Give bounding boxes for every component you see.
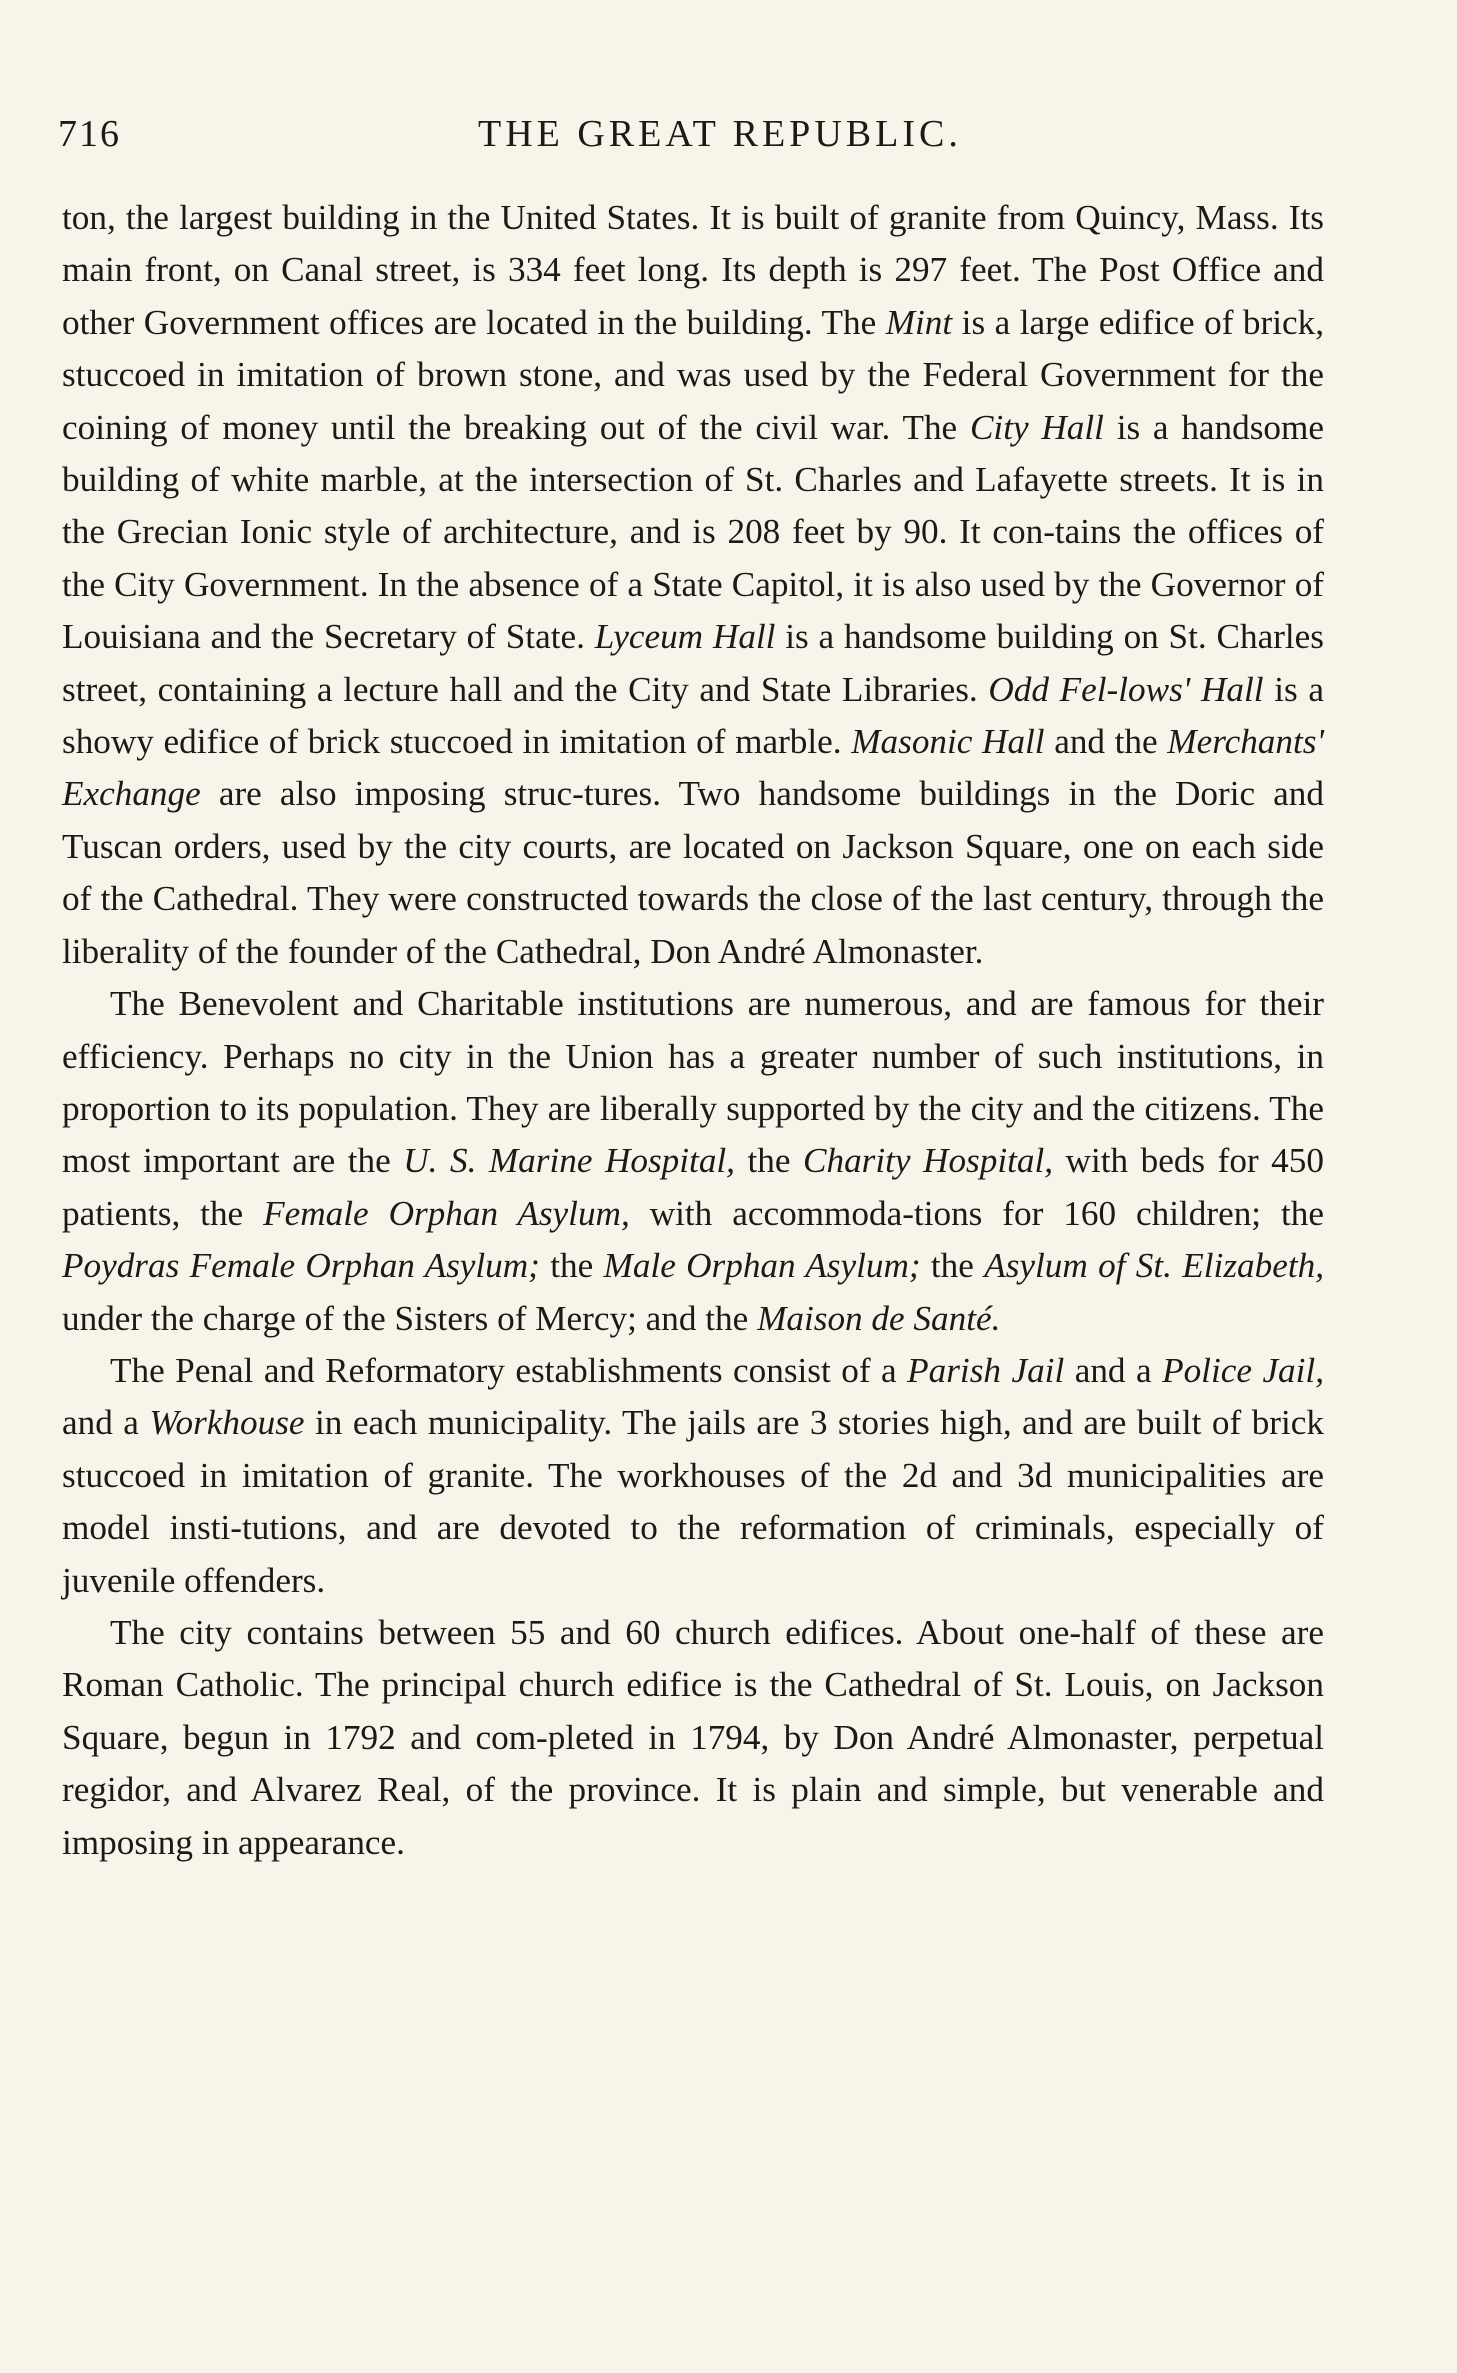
text-run: The Penal and Reformatory establishments consist of a <box>110 1350 908 1390</box>
text-run: is a showy edifice of brick stuccoed in imitation of marble. <box>62 669 1324 762</box>
paragraph-buildings <box>62 192 1324 978</box>
text-run: The city contains between 55 and 60 church edifices. About one-half of these are Roman Catholic. The principal church edifice is the Cathedral of St. Louis, on Jackson Square, begun in 1792 and com-pleted in 1794, by Don André Almonaster, perpetual regidor, and Alvarez Real, of the province. It is plain and simple, but venerable and imposing in appearance. <box>62 1612 1324 1862</box>
page-number: 716 <box>58 113 121 155</box>
text-run: and the <box>1044 722 1168 762</box>
text-run: are also imposing struc-tures. Two handsome buildings in the Doric and Tuscan orders, used by the city courts, are located on Jackson Square, one on each side of the Cathedral. They were constructed towards the close of the last century, through the liberality of the founder of the Cathedral, Don André Almonaster. <box>62 774 1324 971</box>
text-run: is a large edifice of brick, stuccoed in imitation of brown stone, and was used by the Federal Government for the coining of money until the breaking out of the civil war. The <box>62 302 1324 447</box>
italic-text-run: Poydras Female Orphan Asylum; <box>62 1246 540 1286</box>
paragraph-charitable-institutions <box>62 978 1324 1345</box>
italic-text-run: Parish Jail <box>907 1350 1065 1390</box>
running-head <box>58 112 1338 162</box>
text-run: The Benevolent and Charitable institutions are numerous, and are famous for their efficiency. Perhaps no city in the Union has a greater number of such institutions, in proportion to its population. They are liberally supported by the city and the citizens. The most important are the <box>62 984 1324 1181</box>
italic-text-run: Female Orphan Asylum, <box>263 1193 630 1233</box>
italic-text-run: Police Jail, <box>1162 1350 1325 1390</box>
italic-text-run: Mint <box>885 302 953 342</box>
italic-text-run: U. S. Marine Hospital, <box>403 1141 735 1181</box>
italic-text-run: Maison de Santé. <box>757 1298 1001 1338</box>
italic-text-run: Charity Hospital, <box>803 1141 1054 1181</box>
paragraph-churches <box>62 1607 1324 1869</box>
italic-text-run: Workhouse <box>149 1403 305 1443</box>
text-run: and a <box>62 1403 150 1443</box>
text-run: in each municipality. The jails are 3 stories high, and are built of brick stuccoed in imitation of granite. The workhouses of the 2d and 3d municipalities are model insti-tutions, and are devoted to the reformation of criminals, especially of juvenile offenders. <box>62 1403 1324 1600</box>
italic-text-run: City Hall <box>969 407 1104 447</box>
italic-text-run: Asylum of St. Elizabeth, <box>984 1246 1324 1286</box>
text-run: is a handsome building of white marble, at the intersection of St. Charles and Lafayette streets. It is in the Grecian Ionic style of architecture, and is 208 feet by 90. It con-tains the offices of the City Government. In the absence of a State Capitol, it is also used by the Governor of Louisiana and the Secretary of State. <box>62 407 1324 657</box>
text-run: under the charge of the Sisters of Mercy; and the <box>62 1298 758 1338</box>
text-run: the <box>920 1246 985 1286</box>
italic-text-run: Odd Fel-lows' Hall <box>988 669 1264 709</box>
text-run: the <box>539 1246 604 1286</box>
running-title: THE GREAT REPUBLIC. <box>478 113 962 155</box>
text-run: with beds for 450 patients, the <box>62 1141 1324 1233</box>
italic-text-run: Masonic Hall <box>851 722 1045 762</box>
italic-text-run: Male Orphan Asylum; <box>603 1246 921 1286</box>
text-run: and a <box>1064 1350 1163 1390</box>
italic-text-run: Lyceum Hall <box>594 617 776 657</box>
text-run: ton, the largest building in the United States. It is built of granite from Quincy, Mass. Its main front, on Canal street, is 334 feet long. Its depth is 297 feet. The Post Office and other Government offices are located in the building. The <box>62 198 1324 342</box>
text-run: the <box>734 1141 803 1181</box>
italic-text-run: Merchants' Exchange <box>62 722 1324 814</box>
body-text <box>62 192 1324 1869</box>
paragraph-penal-establishments <box>62 1345 1324 1607</box>
text-run: is a handsome building on St. Charles street, containing a lecture hall and the City and State Libraries. <box>62 617 1324 709</box>
text-run: with accommoda-tions for 160 children; the <box>629 1193 1324 1233</box>
